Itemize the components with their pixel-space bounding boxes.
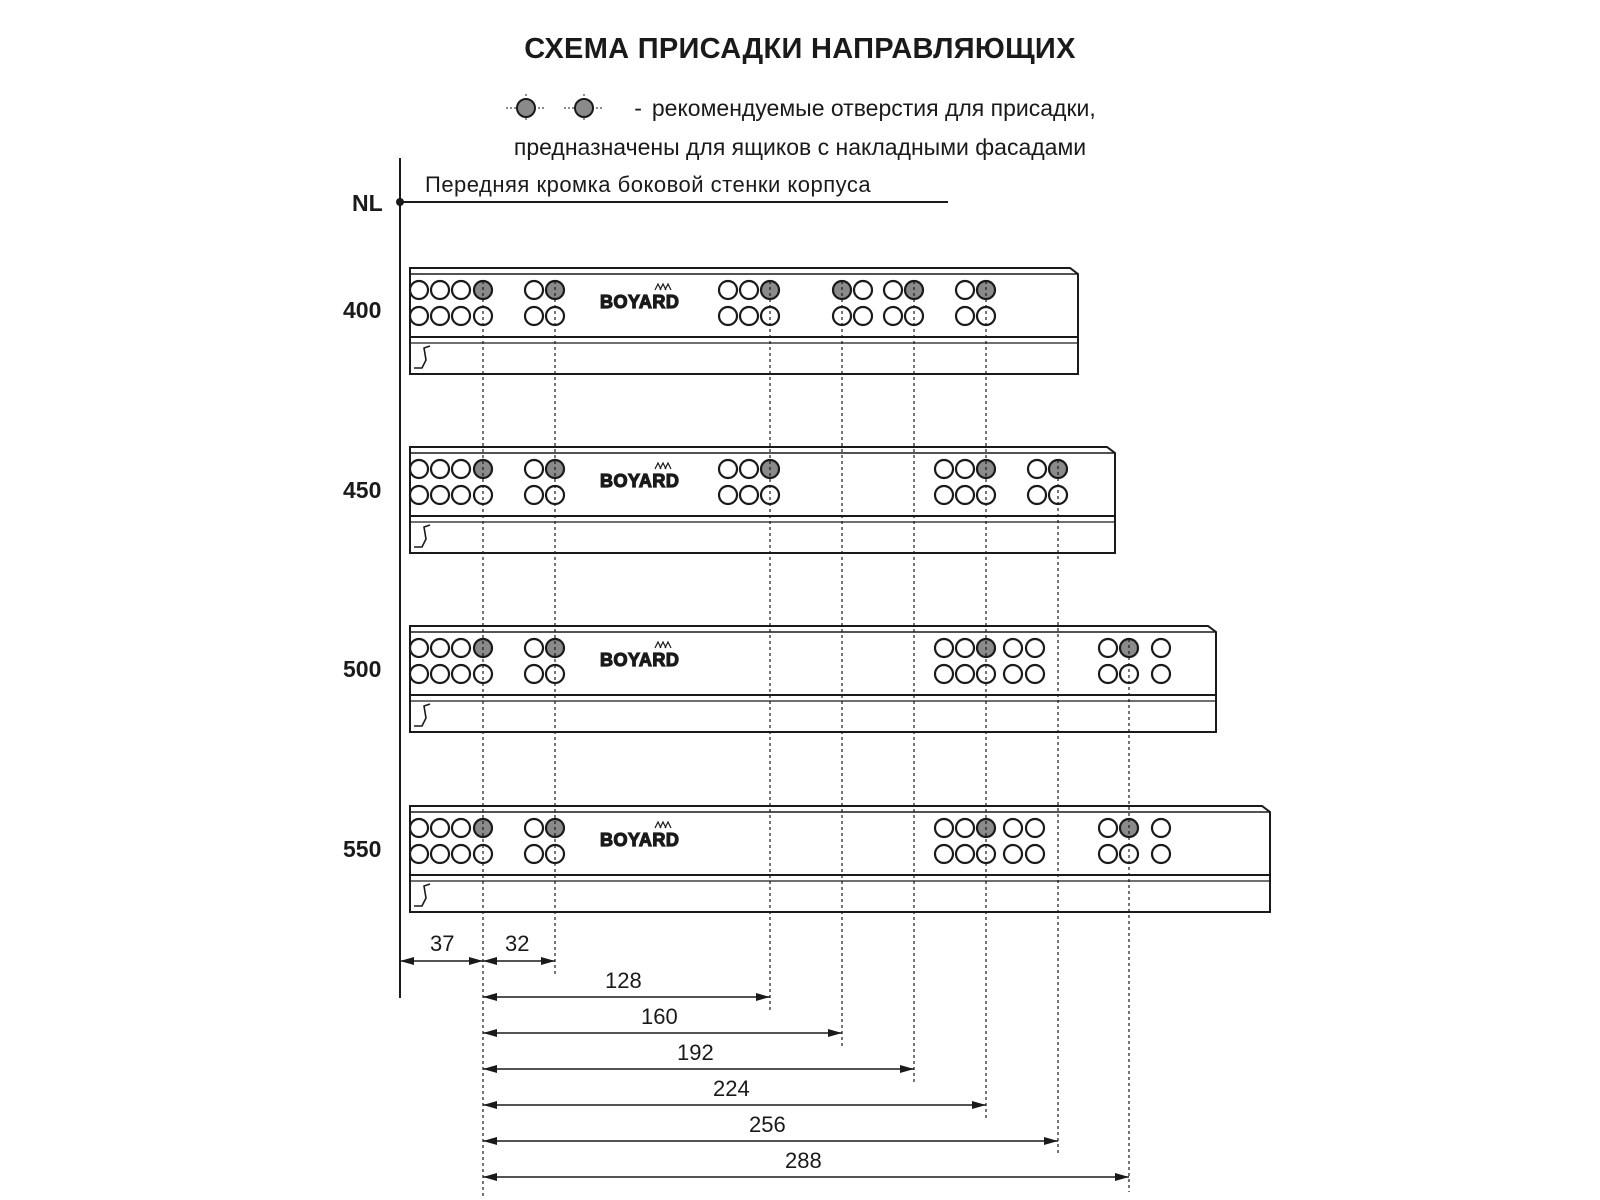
mounting-hole — [410, 639, 428, 657]
rail-450 — [343, 447, 1115, 553]
mounting-hole — [761, 486, 779, 504]
dimension-arrowhead — [483, 957, 497, 965]
mounting-hole — [854, 281, 872, 299]
dimension-arrowhead — [483, 1137, 497, 1145]
mounting-hole — [719, 460, 737, 478]
mounting-hole — [935, 639, 953, 657]
mounting-hole — [452, 281, 470, 299]
mounting-hole — [474, 486, 492, 504]
dimension-arrowhead — [972, 1101, 986, 1109]
mounting-hole — [431, 460, 449, 478]
rail-hook — [414, 704, 430, 726]
nl-caption: Передняя кромка боковой стенки корпуса — [425, 172, 872, 197]
mounting-hole — [884, 307, 902, 325]
mounting-hole — [1004, 639, 1022, 657]
mounting-hole — [431, 665, 449, 683]
mounting-hole — [525, 307, 543, 325]
dimension-arrowhead — [400, 957, 414, 965]
dimension-arrowhead — [483, 1065, 497, 1073]
legend-text-line-2: предназначены для ящиков с накладными фасадами — [513, 134, 1087, 160]
mounting-hole — [719, 486, 737, 504]
mounting-hole — [525, 665, 543, 683]
mounting-hole — [884, 281, 902, 299]
mounting-hole — [452, 307, 470, 325]
dimension-label-32: 32 — [505, 931, 530, 956]
brand-flame-mark — [655, 463, 671, 469]
mounting-hole — [956, 845, 974, 863]
mounting-hole — [452, 665, 470, 683]
rails-group — [343, 268, 1270, 912]
mounting-hole — [431, 486, 449, 504]
dimension-arrowhead — [541, 957, 555, 965]
mounting-hole — [452, 639, 470, 657]
mounting-hole — [935, 665, 953, 683]
mounting-hole — [977, 307, 995, 325]
brand-flame-mark — [655, 642, 671, 648]
dimension-arrowhead — [483, 993, 497, 1001]
dimension-label-256: 256 — [749, 1112, 786, 1137]
mounting-hole — [525, 460, 543, 478]
mounting-hole — [525, 486, 543, 504]
rail-hook — [414, 525, 430, 547]
mounting-hole — [1026, 845, 1044, 863]
mounting-hole — [1004, 819, 1022, 837]
mounting-hole — [719, 307, 737, 325]
rail-550 — [343, 806, 1270, 912]
dimension-arrowhead — [483, 1173, 497, 1181]
mounting-hole — [1049, 486, 1067, 504]
mounting-hole — [935, 819, 953, 837]
nl-label: NL — [352, 190, 383, 216]
dashed-hole-axes — [483, 281, 1129, 1198]
mounting-hole — [525, 281, 543, 299]
mounting-hole — [452, 845, 470, 863]
mounting-hole — [956, 665, 974, 683]
mounting-hole — [719, 281, 737, 299]
mounting-hole — [410, 665, 428, 683]
rail-length-label: 450 — [343, 477, 382, 503]
mounting-hole — [410, 819, 428, 837]
mounting-hole — [452, 486, 470, 504]
mounting-hole — [977, 486, 995, 504]
mounting-hole — [740, 281, 758, 299]
dimension-arrowhead — [483, 1101, 497, 1109]
mounting-hole — [956, 281, 974, 299]
rail-400 — [343, 268, 1078, 374]
brand-logo: BOYARD — [600, 471, 680, 491]
rail-length-label: 500 — [343, 656, 382, 682]
rail-hook — [414, 346, 430, 368]
legend-dash: - — [634, 95, 642, 121]
mounting-hole — [410, 486, 428, 504]
mounting-hole — [1099, 665, 1117, 683]
mounting-hole — [1152, 665, 1170, 683]
mounting-hole — [956, 486, 974, 504]
dimension-arrowhead — [1115, 1173, 1129, 1181]
rail-length-label: 400 — [343, 297, 382, 323]
rail-length-label: 550 — [343, 836, 382, 862]
mounting-hole — [1120, 665, 1138, 683]
dimension-label-128: 128 — [605, 968, 642, 993]
mounting-hole — [1120, 845, 1138, 863]
mounting-hole — [1099, 639, 1117, 657]
brand-flame-mark — [655, 284, 671, 290]
mounting-hole — [935, 486, 953, 504]
mounting-hole — [1026, 665, 1044, 683]
dimension-label-224: 224 — [713, 1076, 750, 1101]
dimension-label-192: 192 — [677, 1040, 714, 1065]
mounting-hole — [546, 486, 564, 504]
mounting-hole — [740, 486, 758, 504]
mounting-hole — [833, 307, 851, 325]
mounting-hole — [1004, 845, 1022, 863]
dimension-label-37: 37 — [430, 931, 455, 956]
mounting-hole — [761, 307, 779, 325]
dimension-arrowhead — [828, 1029, 842, 1037]
mounting-hole — [956, 639, 974, 657]
mounting-hole — [740, 307, 758, 325]
mounting-hole — [452, 460, 470, 478]
mounting-hole — [1152, 819, 1170, 837]
dimension-arrowhead — [469, 957, 483, 965]
brand-logo: BOYARD — [600, 292, 680, 312]
mounting-hole — [410, 460, 428, 478]
mounting-hole — [1099, 819, 1117, 837]
rail-hook — [414, 884, 430, 906]
dimension-arrowhead — [1044, 1137, 1058, 1145]
mounting-hole — [546, 307, 564, 325]
dimension-arrowhead — [756, 993, 770, 1001]
mounting-hole — [431, 639, 449, 657]
mounting-hole — [1026, 819, 1044, 837]
brand-logo: BOYARD — [600, 650, 680, 670]
dimension-label-288: 288 — [785, 1148, 822, 1173]
mounting-hole — [956, 307, 974, 325]
mounting-hole — [905, 307, 923, 325]
legend-text-line-1: рекомендуемые отверстия для присадки, — [651, 95, 1096, 121]
mounting-hole — [1026, 639, 1044, 657]
mounting-hole — [956, 460, 974, 478]
mounting-hole — [431, 307, 449, 325]
mounting-hole — [1004, 665, 1022, 683]
brand-flame-mark — [655, 822, 671, 828]
mounting-hole — [1099, 845, 1117, 863]
mounting-hole — [956, 819, 974, 837]
mounting-hole — [740, 460, 758, 478]
mounting-hole — [431, 819, 449, 837]
mounting-hole — [474, 307, 492, 325]
mounting-hole — [1152, 845, 1170, 863]
mounting-hole — [1028, 486, 1046, 504]
mounting-hole — [452, 819, 470, 837]
mounting-hole — [525, 819, 543, 837]
dimension-label-160: 160 — [641, 1004, 678, 1029]
mounting-hole — [525, 639, 543, 657]
mounting-hole — [1028, 460, 1046, 478]
mounting-hole — [935, 845, 953, 863]
rail-500 — [343, 626, 1216, 732]
mounting-hole — [410, 845, 428, 863]
dimension-arrowhead — [483, 1029, 497, 1037]
dimension-arrowhead — [900, 1065, 914, 1073]
diagram-title: СХЕМА ПРИСАДКИ НАПРАВЛЯЮЩИХ — [524, 33, 1076, 65]
mounting-hole — [431, 845, 449, 863]
brand-logo: BOYARD — [600, 830, 680, 850]
mounting-hole — [525, 845, 543, 863]
mounting-hole — [410, 307, 428, 325]
dimension-group — [400, 931, 1129, 1181]
mounting-hole — [1152, 639, 1170, 657]
mounting-hole — [935, 460, 953, 478]
mounting-hole — [431, 281, 449, 299]
mounting-hole — [410, 281, 428, 299]
mounting-hole — [854, 307, 872, 325]
